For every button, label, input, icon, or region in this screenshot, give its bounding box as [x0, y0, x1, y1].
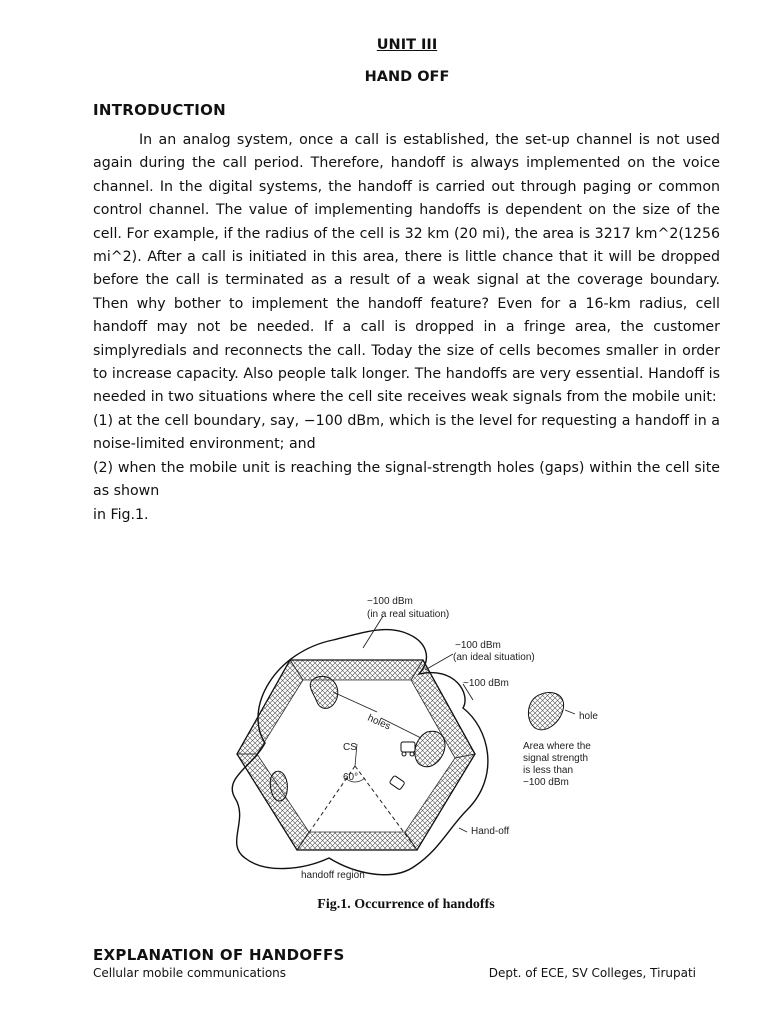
figure-caption: Fig.1. Occurrence of handoffs	[317, 897, 495, 912]
legend-line-4: −100 dBm	[523, 777, 569, 788]
handoff-figure	[205, 588, 615, 884]
legend-line-3: is less than	[523, 765, 574, 776]
label-handoff-region: handoff region	[301, 870, 365, 881]
legend-line-1: Area where the	[523, 741, 591, 752]
unit-title: UNIT III	[376, 37, 438, 53]
list-item-3: in Fig.1.	[93, 506, 149, 523]
label-cs: CS	[343, 742, 357, 753]
label-handoff: Hand-off	[471, 826, 510, 837]
label-100: −100 dBm	[463, 678, 509, 689]
introduction-body	[93, 129, 720, 527]
list-item-1: (1) at the cell boundary, say, −100 dBm, which is the level for requesting a handoff in a noise-limited environment; and	[93, 412, 720, 453]
introduction-paragraph: In an analog system, once a call is established, the set-up channel is not used again during the call period. Therefore, handoff is always implemented on the voice channel. In the digital systems, the handoff is carried out through paging or common control channel. The value of implementing handoffs is dependent on the size of the cell. For example, if the radius of the cell is 32 km (20 mi), the area is 3217 km^2(1256 mi^2). After a call is initiated in this area, there is little chance that it will be dropped before the call is terminated as a result of a weak signal at the coverage boundary. Then why bother to implement the handoff feature? Even for a 16-km radius, cell handoff may not be needed. If a call is dropped in a fringe area, the customer simplyredials and reconnects the call. Today the size of cells becomes smaller in order to increase capacity. Also people talk longer. The handoffs are very essential. Handoff is needed in two situations where the cell site receives weak signals from the mobile unit:	[93, 132, 720, 406]
label-angle: 60°	[343, 772, 359, 783]
label-real-1: −100 dBm	[367, 596, 413, 607]
label-ideal-1: −100 dBm	[455, 640, 501, 651]
explanation-heading: EXPLANATION OF HANDOFFS	[93, 946, 345, 964]
legend-hole-label: hole	[579, 711, 598, 722]
topic-title: HAND OFF	[364, 69, 450, 85]
introduction-heading: INTRODUCTION	[93, 101, 227, 119]
mobile-unit-icon	[389, 742, 415, 790]
label-real-2: (in a real situation)	[367, 609, 450, 620]
footer-left: Cellular mobile communications	[93, 966, 287, 980]
label-ideal-2: (an ideal situation)	[453, 652, 535, 663]
list-item-2: (2) when the mobile unit is reaching the signal-strength holes (gaps) within the cell site as shown	[93, 459, 720, 500]
label-holes: holes	[365, 712, 393, 733]
legend-line-2: signal strength	[523, 753, 589, 764]
footer-right: Dept. of ECE, SV Colleges, Tirupati	[488, 966, 696, 980]
handoff-diagram	[205, 588, 615, 884]
signal-holes	[270, 676, 563, 801]
